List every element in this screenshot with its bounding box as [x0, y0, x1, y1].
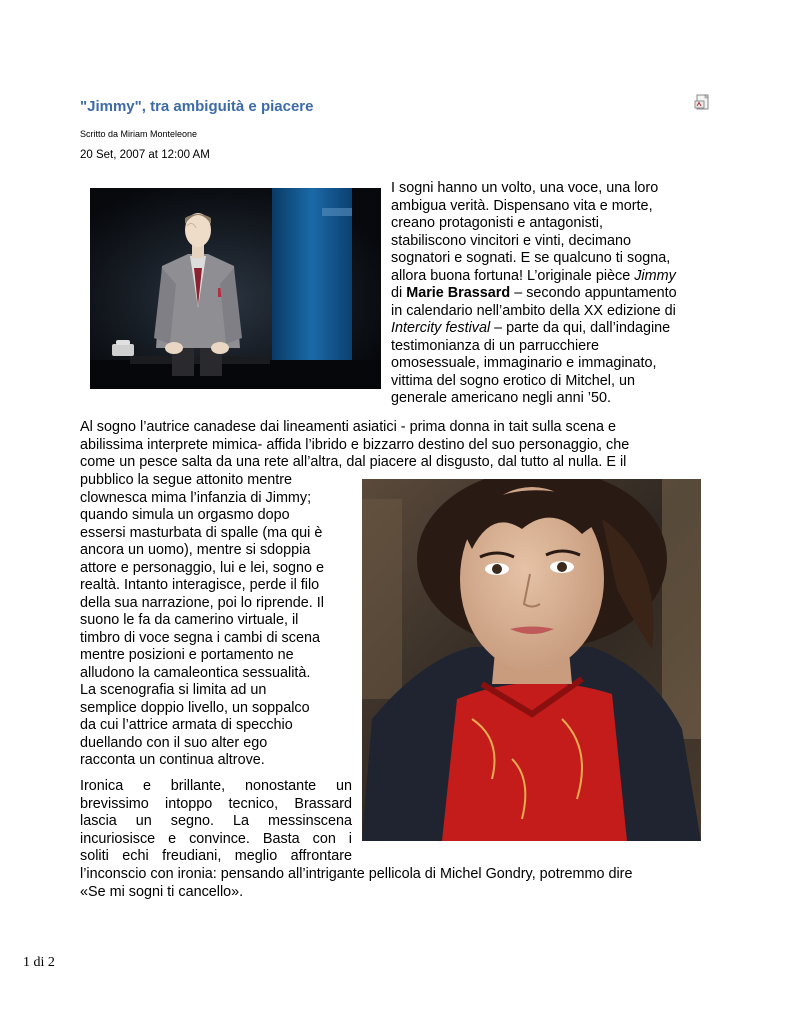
text-line [391, 268, 711, 286]
text-line: mentre posizioni e portamento ne [80, 647, 294, 663]
text-line [391, 320, 711, 338]
intro-paragraph [391, 180, 711, 408]
text-line: alludono la camaleontica sessualità. [80, 664, 311, 681]
text-line: Al sogno l’autrice canadese dai lineamenti asiatici - prima donna in tait sulla scena e [80, 419, 616, 435]
text-line: della sua narrazione, poi lo riprende. Il [80, 594, 324, 611]
text-line: «Se mi sogni ti cancello». [80, 883, 244, 900]
text-line: ancora un uomo), mentre si sdoppia [80, 542, 311, 558]
festival-name: Intercity festival [391, 320, 491, 336]
text-line: sognatori e sognati. E se qualcuno ti sogna, [391, 250, 671, 266]
text-line: racconta un continua altrove. [80, 752, 265, 768]
text-line: timbro di voce segna i cambi di scena [80, 629, 320, 646]
text-line: attore e personaggio, lui e lei, sogno e [80, 559, 325, 576]
text-line: creano protagonisti e antagonisti, [391, 215, 604, 231]
text-line: Ironica e brillante, nonostante un [80, 778, 352, 794]
text-span: – parte da qui, dall’indagine [494, 320, 671, 336]
text-line: lascia un segno. La messinscena [80, 813, 352, 829]
text-line: incuriosisce e convince. Basta con i [80, 830, 352, 847]
text-line: brevissimo intoppo tecnico, Brassard [80, 795, 352, 812]
article-author: Scritto da Miriam Monteleone [80, 129, 198, 139]
text-line: l’inconscio con ironia: pensando all’intrigante pellicola di Michel Gondry, potremmo dire [80, 866, 633, 882]
text-line: duellando con il suo alter ego [80, 734, 268, 751]
play-title: Jimmy [634, 267, 676, 284]
text-line: omosessuale, immaginario e immaginato, [391, 355, 657, 371]
text-line: come un pesce salta da una rete all’altra, dal piacere al disgusto, dal tutto al nulla. E il [80, 454, 627, 470]
text-line: realtà. Intanto interagisce, perde il filo [80, 577, 320, 593]
text-line: generale americano negli anni ’50. [391, 390, 612, 406]
text-span: – secondo appuntamento [514, 285, 677, 301]
text-span: allora buona fortuna! L’originale pièce [391, 267, 631, 284]
text-line: quando simula un orgasmo dopo [80, 507, 290, 523]
text-line: vittima del sogno erotico di Mitchel, un [391, 372, 635, 389]
text-line: in calendario nell’ambito della XX edizione di [391, 302, 676, 319]
text-span: di [391, 285, 403, 301]
text-line: essersi masturbata di spalle (ma qui è [80, 524, 323, 541]
text-line: La scenografia si limita ad un [80, 682, 267, 698]
text-line: clownesca mima l’infanzia di Jimmy; [80, 489, 312, 506]
article-title[interactable]: "Jimmy", tra ambiguità e piacere [80, 98, 314, 115]
author-name: Marie Brassard [406, 285, 511, 301]
text-line: stabiliscono vincitori e vinti, decimano [391, 232, 631, 249]
paragraph-2-column [80, 472, 360, 770]
page-number: 1 di 2 [23, 955, 55, 970]
paragraph-3-wide [80, 866, 710, 901]
text-line: da cui l’attrice armata di specchio [80, 717, 293, 733]
text-line: ambigua verità. Dispensano vita e morte, [391, 197, 653, 214]
text-line: I sogni hanno un volto, una voce, una loro [391, 180, 659, 196]
portrait-photo [362, 479, 701, 841]
paragraph-3-column [80, 778, 352, 866]
article-date: 20 Set, 2007 at 12:00 AM [80, 149, 210, 161]
text-line: abilissima interprete mimica- affida l’ibrido e bizzarro destino del suo personaggio, che [80, 436, 630, 453]
text-line: suono le fa da camerino virtuale, il [80, 612, 299, 628]
text-line [391, 285, 711, 303]
paragraph-2-wide [80, 419, 700, 472]
text-line: pubblico la segue attonito mentre [80, 472, 293, 488]
text-line: semplice doppio livello, un soppalco [80, 699, 310, 716]
text-line: soliti echi freudiani, meglio affrontare [80, 848, 352, 864]
stage-photo [90, 188, 381, 389]
text-line: testimonianza di un parrucchiere [391, 337, 599, 354]
pdf-icon[interactable] [694, 94, 711, 111]
